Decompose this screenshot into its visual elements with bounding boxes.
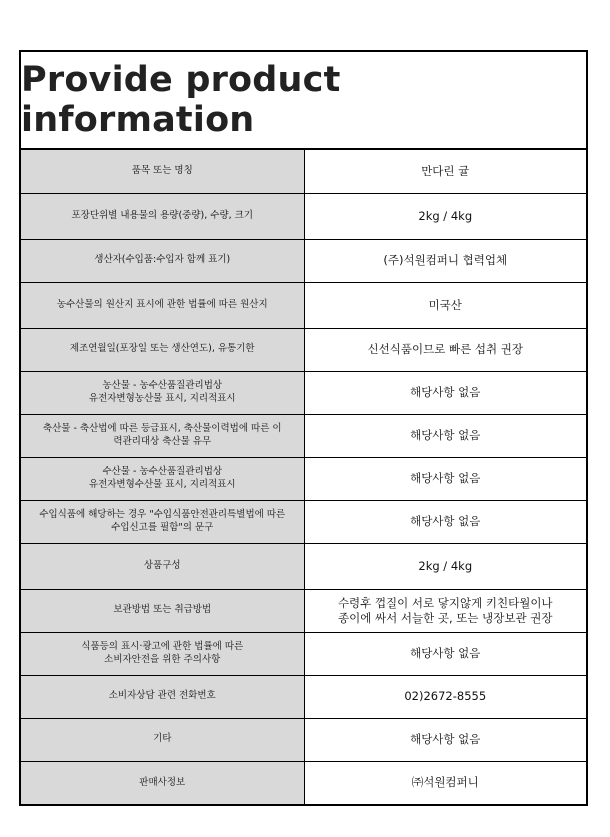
row-value: 미국산	[304, 282, 586, 328]
product-info-table	[21, 150, 586, 804]
row-value: 신선식품이므로 빠른 섭취 권장	[304, 328, 586, 371]
table-row	[21, 371, 586, 414]
row-value: 해당사항 없음	[304, 632, 586, 675]
row-value: 2kg / 4kg	[304, 543, 586, 589]
row-label: 제조연월일(포장일 또는 생산연도), 유통기한	[21, 328, 304, 371]
row-label: 농수산물의 원산지 표시에 관한 법률에 따른 원산지	[21, 282, 304, 328]
table-row	[21, 414, 586, 457]
row-label: 수입식품에 해당하는 경우 "수입식품안전관리특별법에 따른 수입신고를 필함"의 문구	[21, 500, 304, 543]
table-row	[21, 589, 586, 632]
row-label: 상품구성	[21, 543, 304, 589]
table-row	[21, 761, 586, 804]
row-value: 02)2672-8555	[304, 675, 586, 718]
table-row	[21, 632, 586, 675]
row-label: 품목 또는 명칭	[21, 150, 304, 193]
table-row	[21, 150, 586, 193]
table-row	[21, 328, 586, 371]
table-row	[21, 239, 586, 282]
row-label: 축산물 - 축산법에 따른 등급표시, 축산물이력법에 따른 이 력관리대상 축산물 유무	[21, 414, 304, 457]
product-info-sheet	[19, 50, 588, 806]
row-value: 해당사항 없음	[304, 371, 586, 414]
row-label: 소비자상담 관련 전화번호	[21, 675, 304, 718]
row-label: 수산물 - 농수산품질관리법상 유전자변형수산물 표시, 지리적표시	[21, 457, 304, 500]
row-label: 식품등의 표시·광고에 관한 법률에 따른 소비자안전을 위한 주의사항	[21, 632, 304, 675]
table-row	[21, 718, 586, 761]
row-label: 생산자(수입품:수입자 함께 표기)	[21, 239, 304, 282]
row-value: 만다린 귤	[304, 150, 586, 193]
title-box	[21, 52, 586, 150]
row-value: 2kg / 4kg	[304, 193, 586, 239]
row-label: 농산물 - 농수산품질관리법상 유전자변형농산물 표시, 지리적표시	[21, 371, 304, 414]
row-label: 포장단위별 내용물의 용량(중량), 수량, 크기	[21, 193, 304, 239]
row-value: (주)석원컴퍼니 협력업체	[304, 239, 586, 282]
row-value: ㈜석원컴퍼니	[304, 761, 586, 804]
table-row	[21, 457, 586, 500]
row-value: 해당사항 없음	[304, 718, 586, 761]
table-row	[21, 193, 586, 239]
row-value: 수령후 껍질이 서로 닿지않게 키친타월이나 종이에 싸서 서늘한 곳, 또는 냉장보관 권장	[304, 589, 586, 632]
row-value: 해당사항 없음	[304, 414, 586, 457]
row-label: 보관방법 또는 취급방법	[21, 589, 304, 632]
row-label: 판매사정보	[21, 761, 304, 804]
row-value: 해당사항 없음	[304, 457, 586, 500]
table-row	[21, 543, 586, 589]
table-row	[21, 500, 586, 543]
table-row	[21, 675, 586, 718]
row-label: 기타	[21, 718, 304, 761]
row-value: 해당사항 없음	[304, 500, 586, 543]
page-title: Provide product information	[21, 60, 341, 140]
table-row	[21, 282, 586, 328]
